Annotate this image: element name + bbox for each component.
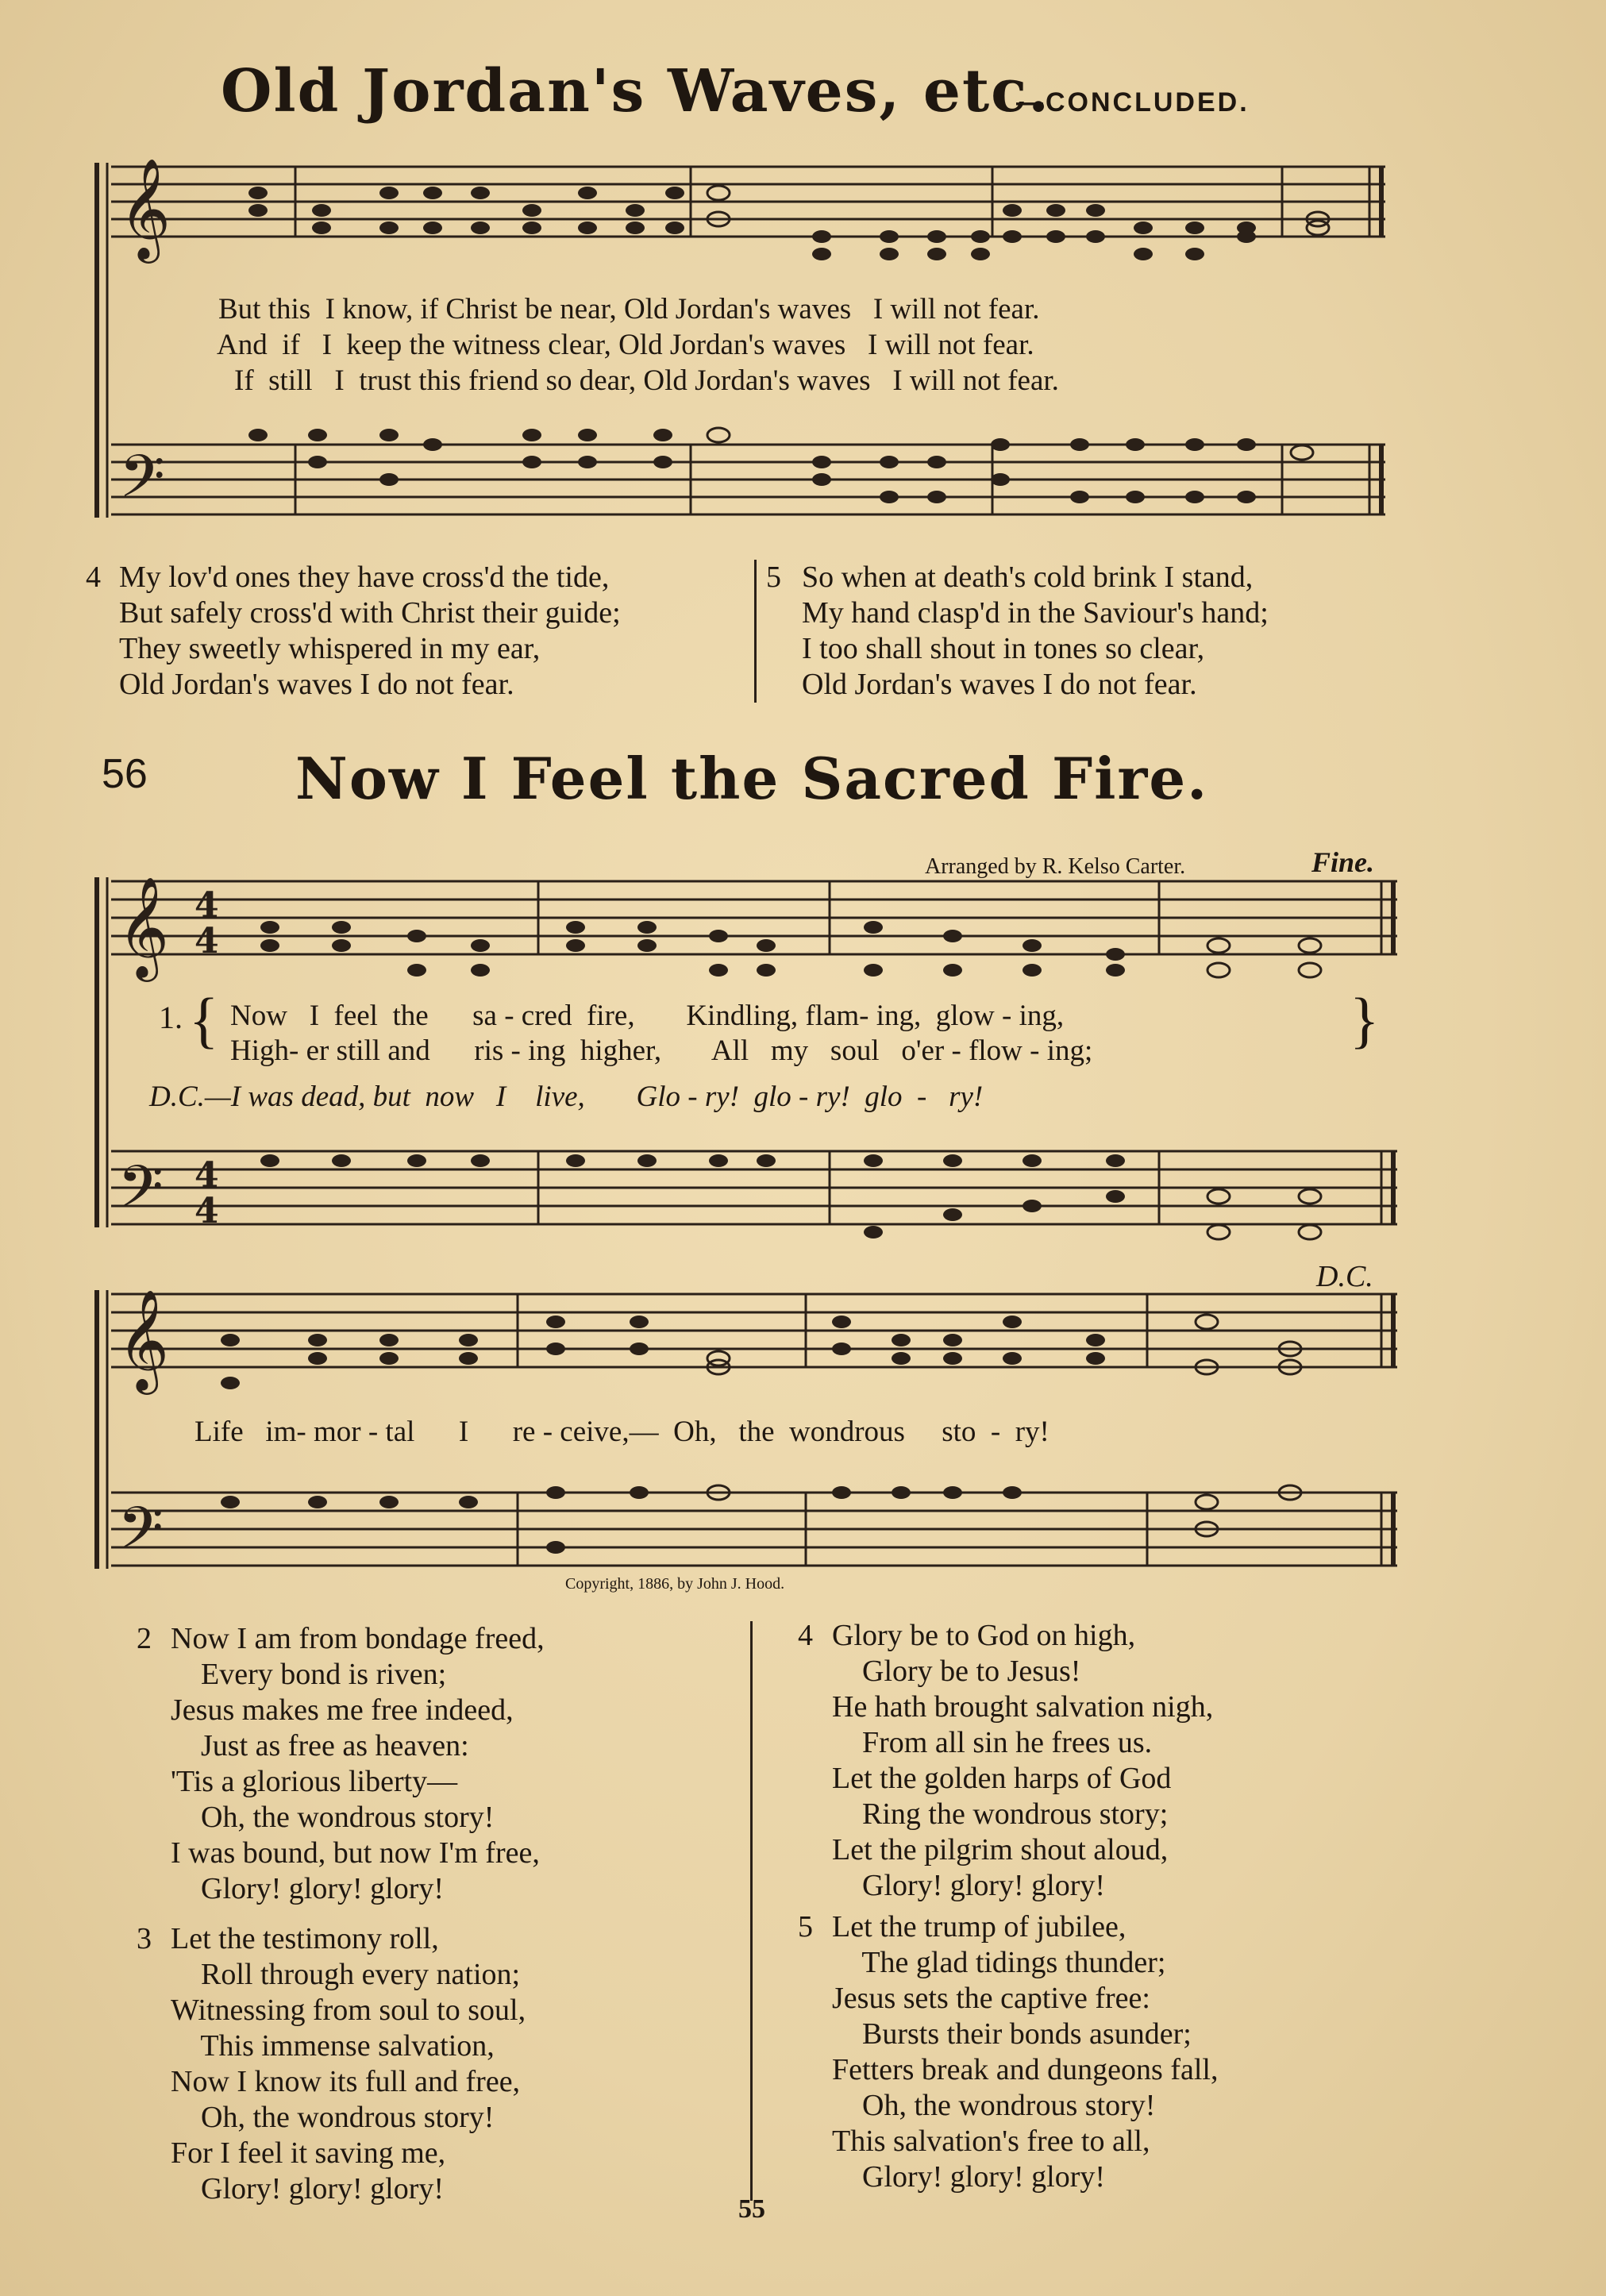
verse-line: Let the pilgrim shout aloud, [832, 1833, 1169, 1866]
verse-line: For I feel it saving me, [171, 2136, 446, 2170]
song2-verse-2-number: 2 [137, 1622, 152, 1655]
verse-line: Let the testimony roll, [171, 1922, 439, 1955]
svg-text:4: 4 [194, 1191, 219, 1231]
concluded-label: —CONCLUDED. [1016, 87, 1250, 117]
verse-line: Now I am from bondage freed, [171, 1622, 545, 1655]
verse-line: Oh, the wondrous story! [171, 2101, 495, 2134]
song2-verse-5-number: 5 [798, 1910, 813, 1944]
verse-line: So when at death's cold brink I stand, [802, 561, 1254, 594]
verse-line: Just as free as heaven: [171, 1729, 469, 1762]
dc-lyric-line: D.C.—I was dead, but now I live, Glo - ry! glo - ry! glo - ry! [149, 1081, 984, 1113]
song1-verse-4-number: 4 [86, 561, 101, 594]
verse-line: My lov'd ones they have cross'd the tide, [119, 561, 610, 594]
verse-line: He hath brought salvation nigh, [832, 1690, 1214, 1724]
song1-lyric-line-3: If still I trust this friend so dear, Old Jordan's waves I will not fear. [234, 364, 1059, 397]
svg-text:𝄢: 𝄢 [117, 1153, 164, 1236]
verse-line: Fetters break and dungeons fall, [832, 2053, 1219, 2086]
verse-line: I was bound, but now I'm free, [171, 1836, 540, 1870]
svg-text:𝄢: 𝄢 [117, 1494, 164, 1578]
song2-lyric-line-2: High- er still and ris - ing higher, All my soul o'er - flow - ing; [230, 1034, 1093, 1067]
fine-marking: Fine. [1311, 846, 1375, 878]
right-brace: } [1350, 985, 1380, 1054]
verse-line: Let the trump of jubilee, [832, 1910, 1127, 1944]
verse-line: Glory! glory! glory! [171, 2172, 445, 2205]
verse-line: This salvation's free to all, [832, 2125, 1150, 2158]
verse-line: 'Tis a glorious liberty— [171, 1765, 458, 1798]
song2-lyric-line-3: Life im- mor - tal I re - ceive,— Oh, the wondrous sto - ry! [194, 1416, 1049, 1448]
verse-line: Ring the wondrous story; [832, 1797, 1169, 1831]
svg-text:4: 4 [194, 885, 219, 926]
verse-line: Jesus sets the captive free: [832, 1982, 1150, 2015]
svg-text:𝄢: 𝄢 [119, 442, 165, 526]
svg-text:4: 4 [194, 1155, 219, 1196]
verse-line: My hand clasp'd in the Saviour's hand; [802, 596, 1269, 630]
verse-line: Old Jordan's waves I do not fear. [802, 668, 1197, 701]
verse-line: The glad tidings thunder; [832, 1946, 1166, 1979]
verse-line: Old Jordan's waves I do not fear. [119, 668, 514, 701]
verse-line: I too shall shout in tones so clear, [802, 632, 1205, 665]
verse-line: Glory be to God on high, [832, 1619, 1136, 1652]
svg-text:𝄞: 𝄞 [119, 157, 171, 259]
verse-number-one: 1. [159, 1000, 183, 1035]
verse-line: From all sin he frees us. [832, 1726, 1153, 1759]
page-number: 55 [738, 2194, 765, 2224]
svg-text:𝄞: 𝄞 [117, 876, 170, 977]
verse-line: Bursts their bonds asunder; [832, 2017, 1192, 2051]
hymn-number: 56 [102, 751, 148, 797]
left-brace: { [189, 985, 219, 1054]
verse-line: Let the golden harps of God [832, 1762, 1172, 1795]
song2-verse-3 [171, 1921, 526, 2207]
verse-line: Witnessing from soul to soul, [171, 1994, 526, 2027]
song1-lyric-line-1: But this I know, if Christ be near, Old Jordan's waves I will not fear. [218, 293, 1040, 326]
song2-lyric-line-1: Now I feel the sa - cred fire, Kindling, flam- ing, glow - ing, [230, 1000, 1065, 1032]
verse-line: But safely cross'd with Christ their guide; [119, 596, 621, 630]
svg-text:4: 4 [194, 921, 219, 961]
verse-line: Every bond is riven; [171, 1658, 447, 1691]
copyright-notice: Copyright, 1886, by John J. Hood. [565, 1575, 785, 1593]
verse-line: Glory! glory! glory! [832, 1869, 1106, 1902]
verse-line: Roll through every nation; [171, 1958, 521, 1991]
song-title-old-jordans-waves: Old Jordan's Waves, etc. [221, 57, 1050, 125]
verse-line: Now I know its full and free, [171, 2065, 521, 2098]
verse-line: Glory be to Jesus! [832, 1655, 1081, 1688]
song2-verse-3-number: 3 [137, 1922, 152, 1955]
verse-line: Oh, the wondrous story! [171, 1801, 495, 1834]
dc-marking: D.C. [1316, 1260, 1373, 1293]
song2-verse-5 [832, 1909, 1218, 2195]
svg-text:𝄞: 𝄞 [117, 1289, 170, 1390]
song1-verse-5-number: 5 [766, 561, 781, 594]
song2-verse-4-number: 4 [798, 1619, 813, 1652]
verse-line: Glory! glory! glory! [832, 2160, 1106, 2194]
song-title-now-i-feel: Now I Feel the Sacred Fire. [295, 745, 1209, 812]
verse-line: Glory! glory! glory! [171, 1872, 445, 1905]
arranger-credit: Arranged by R. Kelso Carter. [925, 854, 1186, 879]
song2-verse-2 [171, 1621, 545, 1907]
verse-line: They sweetly whispered in my ear, [119, 632, 541, 665]
verse-line: This immense salvation, [171, 2029, 495, 2063]
song2-verse-4 [832, 1618, 1213, 1904]
column-divider [750, 1621, 753, 2201]
verse-line: Jesus makes me free indeed, [171, 1693, 514, 1727]
song1-lyric-line-2: And if I keep the witness clear, Old Jordan's waves I will not fear. [217, 329, 1034, 361]
verse-line: Oh, the wondrous story! [832, 2089, 1156, 2122]
